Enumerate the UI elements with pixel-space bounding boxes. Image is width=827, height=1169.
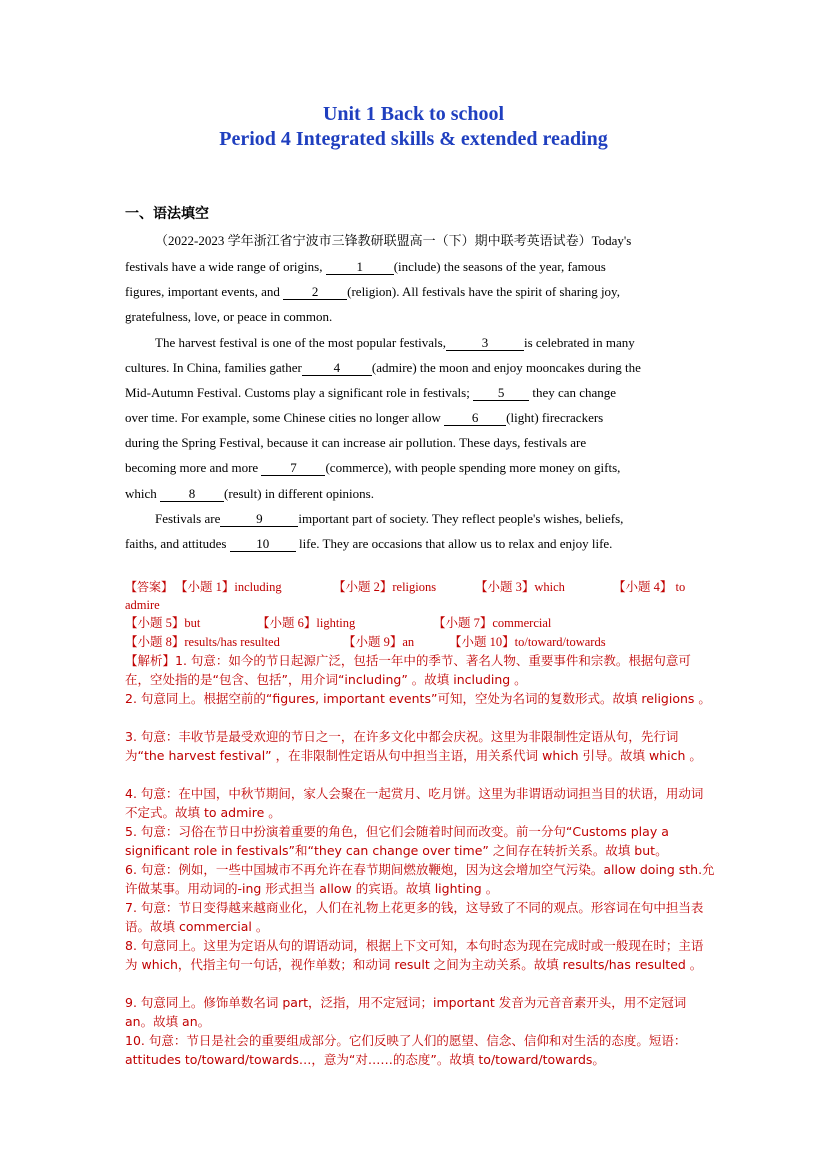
answers-row-2: admire [125, 598, 160, 612]
passage-line: gratefulness, love, or peace in common. [125, 309, 333, 324]
blank-5: 5 [473, 386, 529, 401]
passage-line: faiths, and attitudes 10 life. They are occasions that allow us to relax and enjoy life. [125, 536, 613, 551]
explanation-2: 2. 句意同上。根据空前的“figures, important events”可知，空处为名词的复数形式。故填 religions 。 [125, 691, 711, 706]
answers-row-4: 【小题 8】results/has resulted 【小题 9】an 【小题 10】to/toward/towards [125, 635, 606, 649]
blank-8: 8 [160, 487, 224, 502]
explanation-4: 4. 句意：在中国，中秋节期间，家人会聚在一起赏月、吃月饼。这里为非谓语动词担当目的状语，用动词不定式。故填 to admire 。 [125, 786, 704, 820]
blank-6: 6 [444, 411, 506, 426]
passage-line: The harvest festival is one of the most popular festivals, 3 is celebrated in many [155, 335, 635, 350]
section-heading: 一、语法填空 [125, 206, 209, 222]
explanation-3: 3. 句意：丰收节是最受欢迎的节日之一，在许多文化中都会庆祝。这里为非限制性定语从句，先行词为“the harvest festival” ，在非限制性定语从句中担当主语，用关系代词 which 引导。故填 which 。 [125, 729, 702, 763]
passage-line: cultures. In China, families gather 4 (admire) the moon and enjoy mooncakes during the [125, 360, 641, 375]
unit-title: Unit 1 Back to school [322, 103, 505, 125]
blank-4: 4 [302, 361, 372, 376]
blank-2: 2 [283, 285, 347, 300]
answers-row-3: 【小题 5】but 【小题 6】lighting 【小题 7】commercial [125, 616, 552, 630]
explanation-9: 9. 句意同上。修饰单数名词 part，泛指，用不定冠词；important 发音为元音音素开头，用不定冠词 an。故填 an。 [125, 995, 687, 1029]
passage-line: which 8 (result) in different opinions. [125, 486, 374, 501]
passage-line: Festivals are 9 important part of society. They reflect people's wishes, beliefs, [155, 511, 624, 526]
blank-1: 1 [326, 260, 394, 275]
explanation-10: 10. 句意：节日是社会的重要组成部分。它们反映了人们的愿望、信念、信仰和对生活的态度。短语：attitudes to/toward/towards…，意为“对……的态度”。故填 to/toward/towards。 [125, 1033, 687, 1067]
passage-line: figures, important events, and 2 (religion). All festivals have the spirit of sharing joy, [125, 284, 620, 299]
explanation-5: 5. 句意：习俗在节日中扮演着重要的角色，但它们会随着时间而改变。前一分句“Customs play a significant role in festivals”和“they can change over time” 之间存在转折关系。故填 but。 [125, 824, 669, 858]
passage-line: （2022-2023 学年浙江省宁波市三锋教研联盟高一（下）期中联考英语试卷）Today's [155, 233, 632, 248]
blank-3: 3 [446, 336, 524, 351]
blank-9: 9 [220, 512, 298, 527]
passage-line: festivals have a wide range of origins, 1 (include) the seasons of the year, famous [125, 259, 606, 274]
explanation-6: 6. 句意：例如，一些中国城市不再允许在春节期间燃放鞭炮，因为这会增加空气污染。allow doing sth.允许做某事。用动词的-ing 形式担当 allow 的宾语。故填 lighting 。 [125, 862, 715, 896]
explanation-8: 8. 句意同上。这里为定语从句的谓语动词，根据上下文可知，本句时态为现在完成时或一般现在时；主语为 which，代指主句一句话，视作单数；和动词 result 之间为主动关系。故填 results/has resulted 。 [125, 938, 704, 972]
answers-row-1: 【答案】 【小题 1】including 【小题 2】religions 【小题 3】which 【小题 4】 to [125, 580, 686, 594]
passage-line: over time. For example, some Chinese cities no longer allow 6 (light) firecrackers [125, 410, 604, 425]
passage-line: during the Spring Festival, because it can increase air pollution. These days, festivals are [125, 435, 587, 450]
explanation-7: 7. 句意：节日变得越来越商业化，人们在礼物上花更多的钱，这导致了不同的观点。形容词在句中担当表语。故填 commercial 。 [125, 900, 704, 934]
passage-line: Mid-Autumn Festival. Customs play a significant role in festivals; 5 they can change [125, 385, 617, 400]
passage-line: becoming more and more 7 (commerce), with people spending more money on gifts, [125, 460, 621, 475]
period-title: Period 4 Integrated skills & extended reading [219, 128, 608, 150]
blank-10: 10 [230, 537, 296, 552]
blank-7: 7 [261, 461, 325, 476]
explanation-1: 【解析】1. 句意：如今的节日起源广泛，包括一年中的季节、著名人物、重要事件和宗教。根据句意可在，空处指的是“包含、包括”，用介词“including” 。故填 including 。 [125, 653, 691, 687]
